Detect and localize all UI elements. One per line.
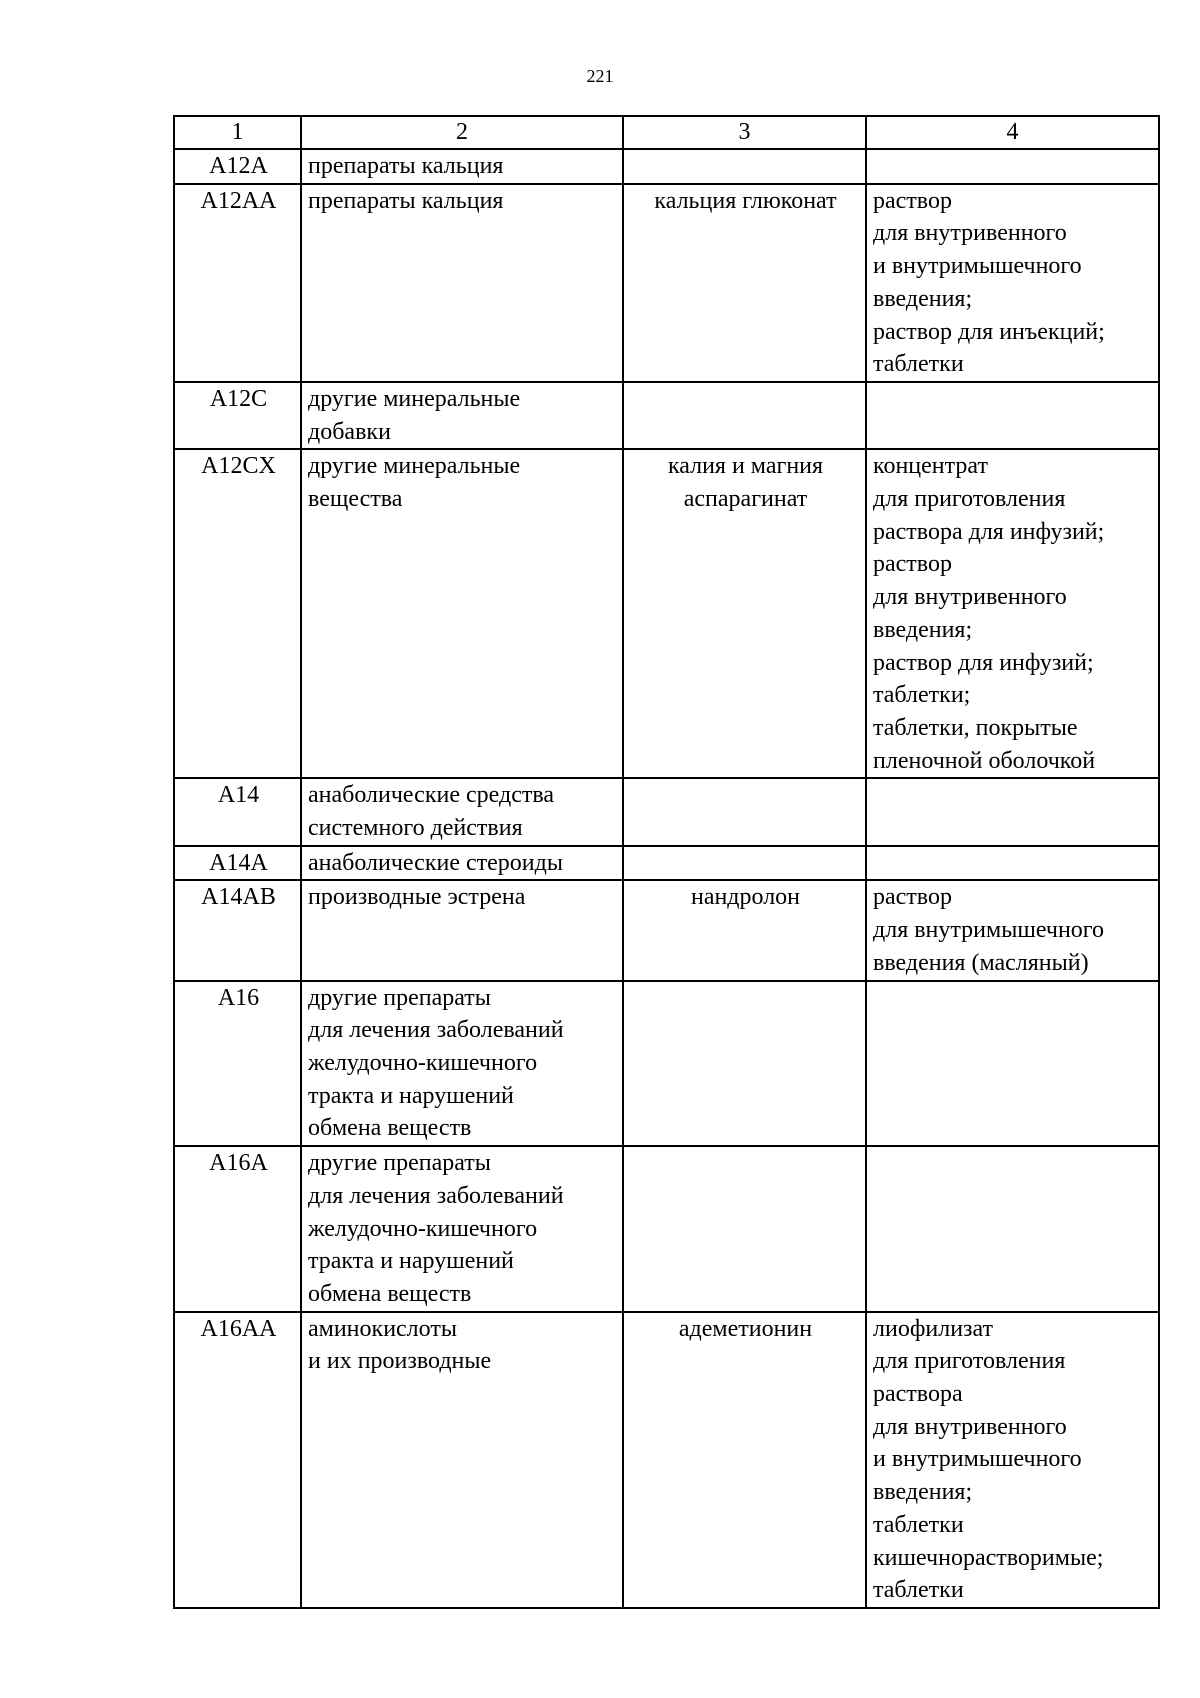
dosage-form-line: таблетки, покрытые [873,714,1078,741]
drug-name-cell [623,981,866,1147]
drug-name-line: нандролон [690,884,801,911]
group-name-line: и их производные [308,1348,492,1375]
group-name-line: тракта и нарушений [308,1082,514,1109]
group-name-line: анаболические стероиды [308,849,563,876]
dosage-form-line: раствор для инъекций; [873,318,1105,345]
drug-name-cell [623,1146,866,1312]
group-name-cell [301,981,623,1147]
group-name-cell [301,1146,623,1312]
atc-code-cell: A16A [174,1146,301,1312]
drug-name-cell [623,1312,866,1608]
group-name-cell [301,1312,623,1608]
group-name-line: производные эстрена [308,884,526,911]
drug-name-cell [623,149,866,184]
table-row [174,1146,1159,1312]
dosage-form-line: пленочной оболочкой [873,747,1096,774]
group-name-line: добавки [308,418,391,445]
table-row [174,846,1159,881]
dosage-form-cell [866,846,1159,881]
group-name-line: обмена веществ [308,1115,472,1142]
drug-name-line: аспарагинат [683,486,808,513]
group-name-line: препараты кальция [308,153,504,179]
group-name-line: анаболические средства [308,782,554,809]
group-name-line: системного действия [308,815,523,842]
drug-name-cell [623,382,866,449]
group-name-cell [301,184,623,382]
table-header [174,116,1159,149]
dosage-form-line: для внутривенного [873,584,1067,611]
dosage-form-line: для внутривенного [873,220,1067,247]
atc-code-cell: A16AA [174,1312,301,1608]
group-name-line: тракта и нарушений [308,1248,514,1275]
page-number: 221 [586,66,614,86]
drug-name-line: адеметионин [678,1315,813,1342]
dosage-form-line: для внутримышечного [873,917,1105,944]
atc-code-cell: A12A [174,149,301,184]
dosage-form-line: для приготовления [873,1348,1066,1375]
drug-name-line: калия и магния [667,453,824,480]
dosage-form-cell [866,449,1159,778]
group-name-line: другие препараты [308,984,491,1011]
dosage-form-line: таблетки [873,351,964,378]
dosage-form-cell [866,880,1159,980]
group-name-line: обмена веществ [308,1280,472,1307]
table-body [174,149,1159,1608]
group-name-cell [301,149,623,184]
atc-code-cell: A14A [174,846,301,881]
dosage-form-line: раствора [873,1381,963,1408]
group-name-line: другие минеральные [308,385,521,412]
dosage-form-cell [866,382,1159,449]
dosage-form-line: введения (масляный) [873,949,1089,976]
atc-code-cell: A14AB [174,880,301,980]
dosage-form-line: введения; [873,285,973,312]
table-row [174,880,1159,980]
dosage-form-line: и внутримышечного [873,253,1082,280]
drug-name-cell [623,846,866,881]
column-header-code: 1 [174,116,301,149]
table-row [174,778,1159,845]
table-row [174,382,1159,449]
dosage-form-cell [866,149,1159,184]
dosage-form-line: таблетки; [873,682,971,709]
group-name-line: желудочно-кишечного [308,1215,538,1242]
column-header-form: 4 [866,116,1159,149]
dosage-form-line: раствор [873,187,952,214]
atc-code-cell: A16 [174,981,301,1147]
dosage-form-line: раствор для инфузий; [873,649,1094,676]
dosage-form-line: кишечнорастворимые; [873,1544,1104,1571]
dosage-form-cell [866,981,1159,1147]
dosage-form-line: концентрат [873,453,988,480]
group-name-cell [301,449,623,778]
atc-code-cell: A12CX [174,449,301,778]
dosage-form-line: раствор [873,551,952,578]
dosage-form-cell [866,184,1159,382]
table-row [174,1312,1159,1608]
group-name-line: для лечения заболеваний [308,1017,564,1044]
dosage-form-cell [866,778,1159,845]
group-name-cell [301,778,623,845]
dosage-form-line: раствор [873,884,952,911]
table-row [174,184,1159,382]
table-row [174,449,1159,778]
header-row [174,116,1159,149]
atc-code-cell: A12AA [174,184,301,382]
column-header-group: 2 [301,116,623,149]
column-header-drug: 3 [623,116,866,149]
dosage-form-line: таблетки [873,1577,964,1604]
medication-table [173,115,1160,1609]
dosage-form-cell [866,1312,1159,1608]
group-name-cell [301,880,623,980]
drug-name-cell [623,184,866,382]
table-row [174,149,1159,184]
atc-code-cell: A12C [174,382,301,449]
group-name-line: аминокислоты [308,1315,457,1342]
drug-name-cell [623,880,866,980]
group-name-line: другие минеральные [308,453,521,480]
dosage-form-line: лиофилизат [873,1315,994,1342]
dosage-form-line: введения; [873,1479,973,1506]
group-name-cell [301,382,623,449]
dosage-form-line: таблетки [873,1511,964,1538]
drug-name-cell [623,449,866,778]
group-name-line: для лечения заболеваний [308,1182,564,1209]
dosage-form-line: введения; [873,616,973,643]
dosage-form-cell [866,1146,1159,1312]
group-name-line: препараты кальция [308,187,504,214]
table-row [174,981,1159,1147]
dosage-form-line: и внутримышечного [873,1446,1082,1473]
drug-name-cell [623,778,866,845]
dosage-form-line: для приготовления [873,486,1066,513]
dosage-form-line: раствора для инфузий; [873,518,1105,545]
group-name-line: вещества [308,486,403,513]
atc-code-cell: A14 [174,778,301,845]
group-name-line: другие препараты [308,1150,491,1177]
drug-name-line: кальция глюконат [654,187,837,214]
dosage-form-line: для внутривенного [873,1413,1067,1440]
group-name-cell [301,846,623,881]
group-name-line: желудочно-кишечного [308,1049,538,1076]
